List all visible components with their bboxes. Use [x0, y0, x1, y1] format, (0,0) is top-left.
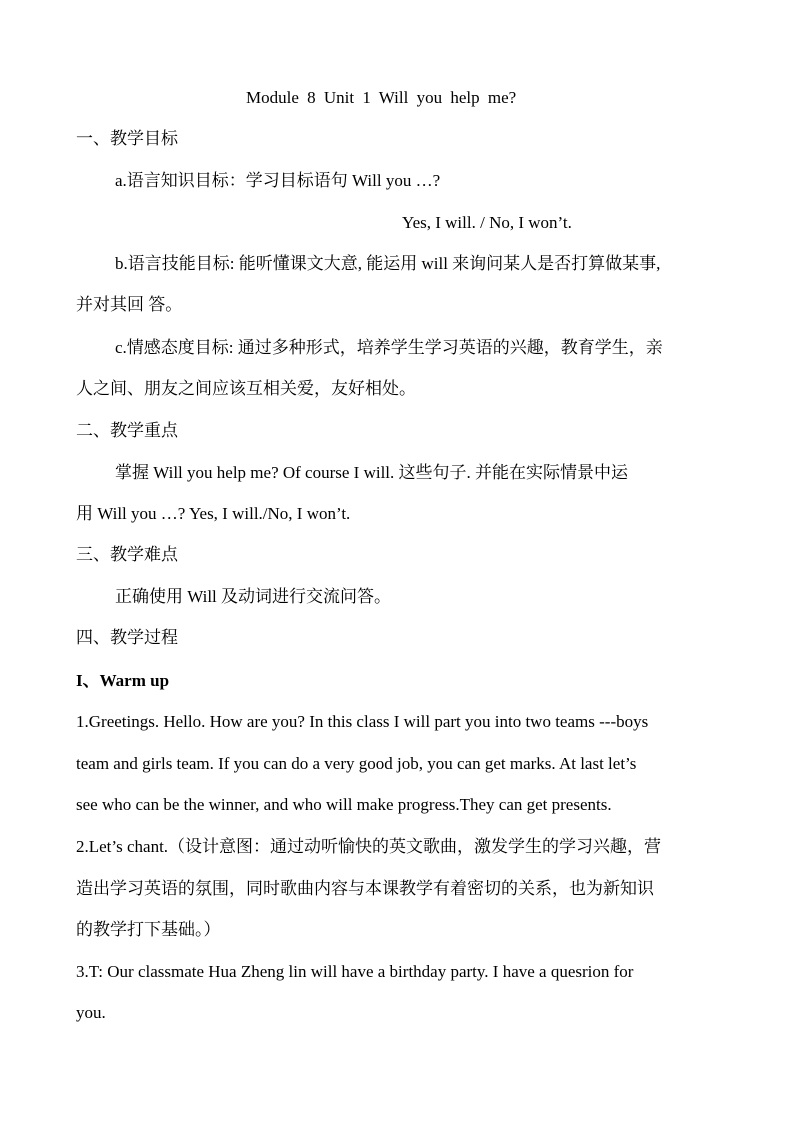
objective-c-line-2: 人之间、朋友之间应该互相关爱，友好相处。 [76, 379, 416, 398]
process-p3-line-2: you. [76, 1003, 106, 1022]
process-p1-line-3: see who can be the winner, and who will make progress.They can get presents. [76, 795, 612, 814]
process-p1-line-1: 1.Greetings. Hello. How are you? In this class I will part you into two teams ---boys [76, 712, 649, 731]
objective-a-line-2: Yes, I will. / No, I won’t. [402, 213, 572, 232]
section-heading-process: 四、教学过程 [76, 628, 178, 647]
objective-a-line-1: a.语言知识目标：学习目标语句 Will you …? [115, 171, 441, 190]
section-heading-key-points: 二、教学重点 [76, 421, 178, 440]
difficulties-line-1: 正确使用 Will 及动词进行交流问答。 [115, 587, 392, 606]
objective-b-line-1: b.语言技能目标: 能听懂课文大意, 能运用 will 来询问某人是否打算做某事, [115, 254, 661, 273]
section-heading-objectives: 一、教学目标 [76, 129, 178, 148]
objective-b-line-2: 并对其回 答。 [76, 295, 183, 314]
key-points-line-2: 用 Will you …? Yes, I will./No, I won’t. [76, 504, 351, 523]
process-p2-line-2: 造出学习英语的氛围，同时歌曲内容与本课教学有着密切的关系，也为新知识 [76, 879, 654, 898]
process-p3-line-1: 3.T: Our classmate Hua Zheng lin will have a birthday party. I have a quesrion for [76, 962, 634, 981]
process-p1-line-2: team and girls team. If you can do a very good job, you can get marks. At last let’s [76, 754, 637, 773]
objective-c-line-1: c.情感态度目标: 通过多种形式，培养学生学习英语的兴趣，教育学生，亲 [115, 338, 663, 357]
process-p2-line-1: 2.Let’s chant.（设计意图：通过动听愉快的英文歌曲，激发学生的学习兴趣，营 [76, 837, 662, 856]
warmup-heading: I、Warm up [76, 671, 170, 690]
key-points-line-1: 掌握 Will you help me? Of course I will. 这些句子. 并能在实际情景中运 [115, 463, 629, 482]
section-heading-difficulties: 三、教学难点 [76, 545, 178, 564]
document-title: Module 8 Unit 1 Will you help me? [246, 88, 517, 107]
process-p2-line-3: 的教学打下基础。） [76, 920, 221, 939]
